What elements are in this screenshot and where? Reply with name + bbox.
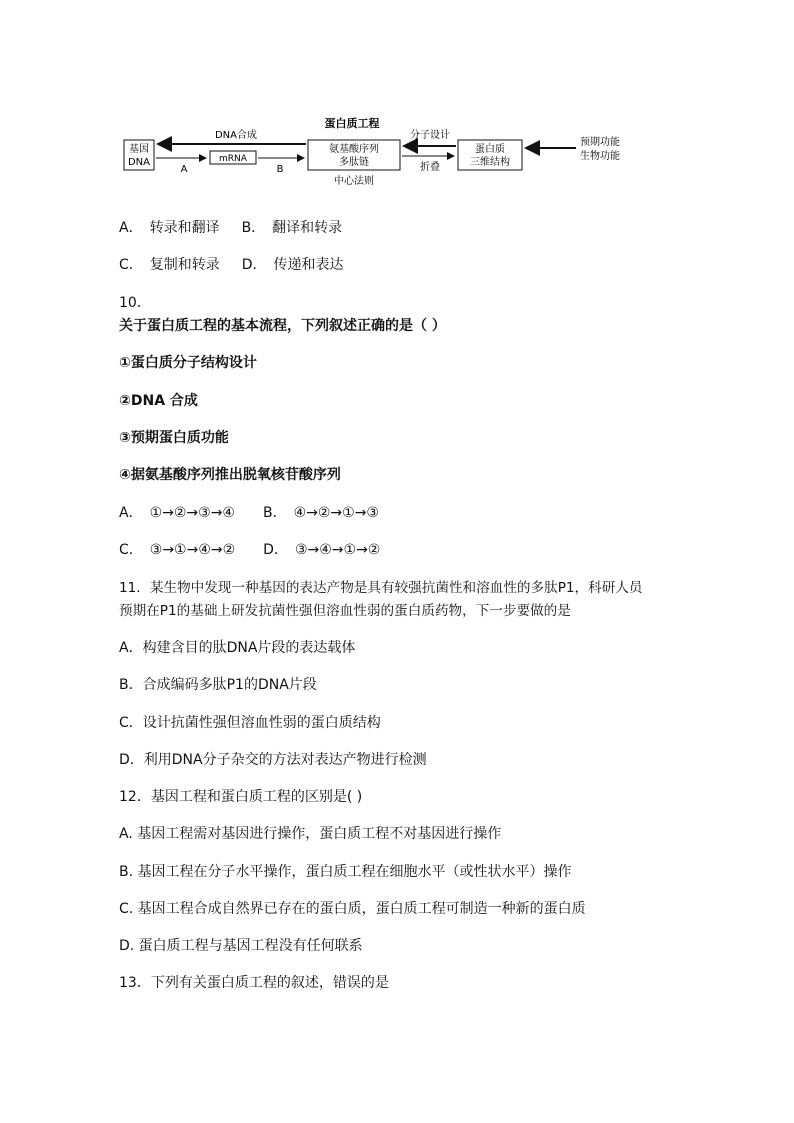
protein-label-1: 蛋白质: [475, 144, 505, 155]
mrna-label: mRNA: [219, 154, 247, 164]
q11-option-a[interactable]: A．构建含目的肽DNA片段的表达载体: [119, 640, 356, 656]
q12-option-d[interactable]: D. 蛋白质工程与基因工程没有任何联系: [119, 938, 363, 954]
q10-options-row-1: [119, 502, 379, 522]
q10-option-d[interactable]: D． ③→④→①→②: [263, 542, 381, 558]
dna-synthesis-label: DNA合成: [214, 130, 258, 141]
q11-stem-line-1: 11．某生物中发现一种基因的表达产物是具有较强抗菌性和溶血性的多肽P1，科研人员: [119, 580, 643, 596]
label-b: B: [276, 164, 284, 175]
q10-option-a[interactable]: A． ①→②→③→④: [119, 505, 235, 521]
expected-function-label-2: 生物功能: [580, 151, 620, 162]
q12-stem: 12．基因工程和蛋白质工程的区别是( ): [119, 789, 363, 805]
q12-option-b[interactable]: B. 基因工程在分子水平操作，蛋白质工程在细胞水平（或性状水平）操作: [119, 864, 572, 880]
q11-option-b[interactable]: B．合成编码多肽P1的DNA片段: [119, 677, 317, 693]
q10-option-b[interactable]: B． ④→②→①→③: [262, 505, 379, 521]
amino-acid-label-1: 氨基酸序列: [329, 144, 379, 155]
q10-item-2: ②DNA 合成: [119, 393, 198, 409]
q13-stem: 13．下列有关蛋白质工程的叙述，错误的是: [119, 975, 389, 991]
q9-options-row-2: [119, 254, 344, 274]
q11-option-c[interactable]: C．设计抗菌性强但溶血性弱的蛋白质结构: [119, 715, 381, 731]
q9-option-c[interactable]: C． 复制和转录: [119, 257, 220, 273]
q12-option-c[interactable]: C. 基因工程合成自然界已存在的蛋白质，蛋白质工程可制造一种新的蛋白质: [119, 901, 586, 917]
q11-option-d[interactable]: D．利用DNA分子杂交的方法对表达产物进行检测: [119, 752, 427, 768]
q12-option-a[interactable]: A. 基因工程需对基因进行操作，蛋白质工程不对基因进行操作: [119, 826, 502, 842]
diagram-title: 蛋白质工程: [324, 117, 380, 130]
q9-options-row-1: [119, 217, 342, 237]
q10-item-4: ④据氨基酸序列推出脱氧核苷酸序列: [119, 467, 341, 483]
q11-stem-line-2: 预期在P1的基础上研发抗菌性强但溶血性弱的蛋白质药物，下一步要做的是: [119, 603, 571, 619]
q10-number: 10．: [119, 295, 151, 311]
expected-function-label-1: 预期功能: [580, 137, 620, 148]
gene-dna-label-1: 基因: [129, 144, 149, 155]
q9-option-d[interactable]: D． 传递和表达: [241, 257, 344, 273]
q10-options-row-2: [119, 539, 380, 559]
q9-option-b[interactable]: B． 翻译和转录: [241, 220, 343, 236]
central-dogma-label: 中心法则: [334, 176, 374, 187]
folding-label: 折叠: [420, 162, 440, 173]
q10-item-1: ①蛋白质分子结构设计: [119, 355, 257, 371]
protein-engineering-diagram: [118, 112, 648, 194]
gene-dna-label-2: DNA: [127, 157, 151, 168]
protein-label-2: 三维结构: [470, 157, 510, 168]
q10-stem: 关于蛋白质工程的基本流程，下列叙述正确的是（ ）: [119, 318, 446, 334]
amino-acid-label-2: 多肽链: [339, 157, 369, 168]
molecular-design-label: 分子设计: [410, 130, 450, 141]
q10-item-3: ③预期蛋白质功能: [119, 430, 229, 446]
q9-option-a[interactable]: A． 转录和翻译: [119, 220, 220, 236]
q10-option-c[interactable]: C． ③→①→④→②: [119, 542, 236, 558]
label-a: A: [180, 164, 188, 175]
